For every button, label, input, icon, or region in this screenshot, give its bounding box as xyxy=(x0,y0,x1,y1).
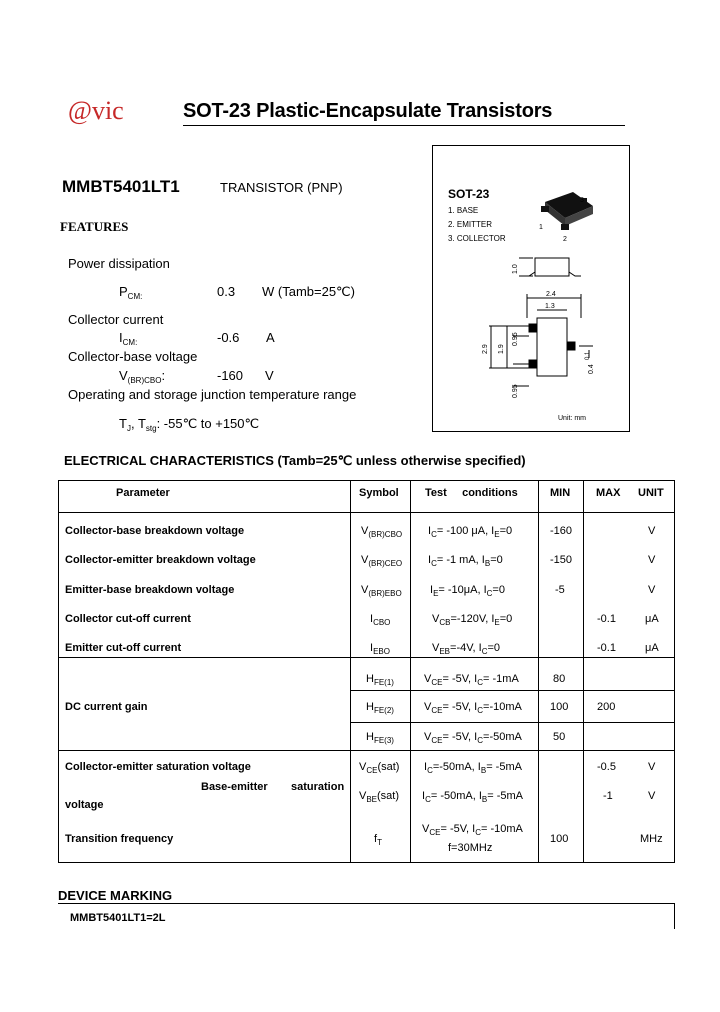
company-logo: @vic xyxy=(68,96,124,125)
unit-iebo: μA xyxy=(645,642,659,654)
package-side-view xyxy=(519,258,581,276)
pin-3-label: 3. COLLECTOR xyxy=(448,234,506,243)
unit-ft: MHz xyxy=(640,833,663,845)
pcm-symbol: $P_{CM:}$ xyxy=(119,284,143,301)
electrical-characteristics-title: ELECTRICAL CHARACTERISTICS (Tamb=25℃ unless otherwise specified) xyxy=(64,453,526,468)
param-vbe-sat-1: Base-emitter xyxy=(201,781,268,793)
header-unit: UNIT xyxy=(638,487,664,499)
pin-2-label: 2. EMITTER xyxy=(448,220,493,229)
min-ft: 100 xyxy=(550,833,569,845)
min-bvceo: -150 xyxy=(550,554,573,566)
param-hfe: DC current gain xyxy=(65,701,148,713)
test-vce-sat: $I_C=-50mA$, $I_B= -5mA$ xyxy=(424,761,522,775)
param-icbo: Collector cut-off current xyxy=(65,613,191,625)
param-iebo: Emitter cut-off current xyxy=(65,642,182,654)
min-bvcbo: -160 xyxy=(550,525,573,537)
unit-bvebo: V xyxy=(648,584,656,596)
vcbo-value: -160 xyxy=(217,368,244,383)
dim-1-0: 1.0 xyxy=(512,264,519,274)
min-hfe3: 50 xyxy=(553,731,566,743)
param-vbe-sat-3: voltage xyxy=(65,799,104,811)
header-min: MIN xyxy=(550,487,571,499)
header-test-conditions: Test conditions xyxy=(425,487,518,499)
dim-0-95-a: 0.95 xyxy=(512,332,519,346)
unit-note: Unit: mm xyxy=(558,415,586,422)
max-vce-sat: -0.5 xyxy=(597,761,616,773)
param-vbe-sat-2: saturation xyxy=(291,781,345,793)
param-bvcbo: Collector-base breakdown voltage xyxy=(65,525,245,537)
features-heading: FEATURES xyxy=(60,219,129,234)
symbol-vce-sat: $V_{CE}(sat)$ xyxy=(359,761,400,775)
package-name: SOT-23 xyxy=(448,187,490,201)
max-iebo: -0.1 xyxy=(597,642,616,654)
vcbo-symbol: $V_{(BR)CBO}$: xyxy=(119,368,166,385)
header-parameter: Parameter xyxy=(116,487,170,499)
param-ft: Transition frequency xyxy=(65,833,174,845)
max-hfe2: 200 xyxy=(597,701,616,713)
max-vbe-sat: -1 xyxy=(603,790,613,802)
dim-0-95-b: 0.95 xyxy=(512,384,519,398)
test-vbe-sat: $I_C= -50mA$, $I_B= -5mA$ xyxy=(422,790,523,804)
device-marking-value: MMBT5401LT1=2L xyxy=(70,912,166,924)
collector-base-voltage-label: Collector-base voltage xyxy=(68,349,198,364)
unit-vbe-sat: V xyxy=(648,790,656,802)
package-3d-icon xyxy=(541,192,593,230)
test-hfe2: $V_{CE}= -5V$, $I_C=-10mA$ xyxy=(424,701,522,715)
test-icbo: $V_{CB}=-120V$, $I_E=0$ xyxy=(432,613,513,627)
symbol-bvcbo: $V_{(BR)CBO}$ xyxy=(361,525,403,539)
pcm-value: 0.3 xyxy=(217,284,236,299)
package-outline-diagram xyxy=(433,146,629,431)
power-dissipation-label: Power dissipation xyxy=(68,256,170,271)
min-hfe2: 100 xyxy=(550,701,569,713)
test-bvcbo: $I_C= -100$ μA, $I_E=0$ xyxy=(428,525,513,539)
icm-value: -0.6 xyxy=(217,330,240,345)
collector-current-label: Collector current xyxy=(68,312,164,327)
test-hfe3: $V_{CE}= -5V$, $I_C=-50mA$ xyxy=(424,731,522,745)
test-iebo: $V_{EB}=-4V$, $I_C=0$ xyxy=(432,642,501,656)
vcbo-unit: V xyxy=(265,368,274,383)
device-marking-title: DEVICE MARKING xyxy=(58,888,173,903)
marking-top-rule xyxy=(58,903,675,904)
marking-right-rule xyxy=(674,903,675,929)
part-number: MMBT5401LT1 xyxy=(62,177,180,196)
icm-unit: A xyxy=(266,330,275,345)
document-title: SOT-23 Plastic-Encapsulate Transistors xyxy=(183,100,553,122)
icm-symbol: $I_{CM:}$ xyxy=(119,330,138,347)
dim-0-4: 0.4 xyxy=(588,364,595,374)
pin-mark-2: 2 xyxy=(563,236,567,243)
max-icbo: -0.1 xyxy=(597,613,616,625)
test-hfe1: $V_{CE}= -5V$, $I_C= -1mA$ xyxy=(424,673,519,687)
symbol-hfe3: $H_{FE(3)}$ xyxy=(366,731,394,745)
test-bvebo: $I_E= -10\mu A$, $I_C=0$ xyxy=(430,584,505,598)
header-max: MAX xyxy=(596,487,621,499)
symbol-vbe-sat: $V_{BE}(sat)$ xyxy=(359,790,400,804)
temperature-range: $T_J$, $T_{stg}$: -55℃ to +150℃ xyxy=(119,416,260,433)
symbol-ft: $f_T$ xyxy=(374,833,382,847)
param-bvceo: Collector-emitter breakdown voltage xyxy=(65,554,256,566)
dim-2-9: 2.9 xyxy=(482,344,489,354)
dim-0-1: 0.1 xyxy=(585,351,591,360)
param-bvebo: Emitter-base breakdown voltage xyxy=(65,584,235,596)
pin-mark-3: 3 xyxy=(580,197,584,204)
pin-mark-1: 1 xyxy=(539,224,543,231)
symbol-hfe2: $H_{FE(2)}$ xyxy=(366,701,394,715)
min-bvebo: -5 xyxy=(555,584,565,596)
dim-1-9: 1.9 xyxy=(498,344,505,354)
title-underline xyxy=(183,125,625,126)
header-symbol: Symbol xyxy=(359,487,399,499)
unit-bvcbo: V xyxy=(648,525,656,537)
unit-icbo: μA xyxy=(645,613,659,625)
test-ft: $V_{CE}= -5V$, $I_C= -10mA$ xyxy=(422,823,523,837)
param-vce-sat: Collector-emitter saturation voltage xyxy=(65,761,251,773)
pin-1-label: 1. BASE xyxy=(448,206,479,215)
unit-bvceo: V xyxy=(648,554,656,566)
pcm-unit: W (Tamb=25℃) xyxy=(262,284,355,299)
test-ft-frequency: f=30MHz xyxy=(448,842,493,854)
symbol-icbo: $I_{CBO}$ xyxy=(370,613,391,627)
min-hfe1: 80 xyxy=(553,673,566,685)
symbol-iebo: $I_{EBO}$ xyxy=(370,642,390,656)
unit-vce-sat: V xyxy=(648,761,656,773)
symbol-bvebo: $V_{(BR)EBO}$ xyxy=(361,584,402,598)
part-type: TRANSISTOR (PNP) xyxy=(220,180,343,195)
dim-1-3: 1.3 xyxy=(545,303,555,310)
symbol-bvceo: $V_{(BR)CEO}$ xyxy=(361,554,403,568)
symbol-hfe1: $H_{FE(1)}$ xyxy=(366,673,394,687)
temperature-label: Operating and storage junction temperature range xyxy=(68,387,357,402)
dim-2-4: 2.4 xyxy=(546,291,556,298)
package-top-view xyxy=(489,294,593,386)
test-bvceo: $I_C= -1$ mA, $I_B=0$ xyxy=(428,554,503,568)
